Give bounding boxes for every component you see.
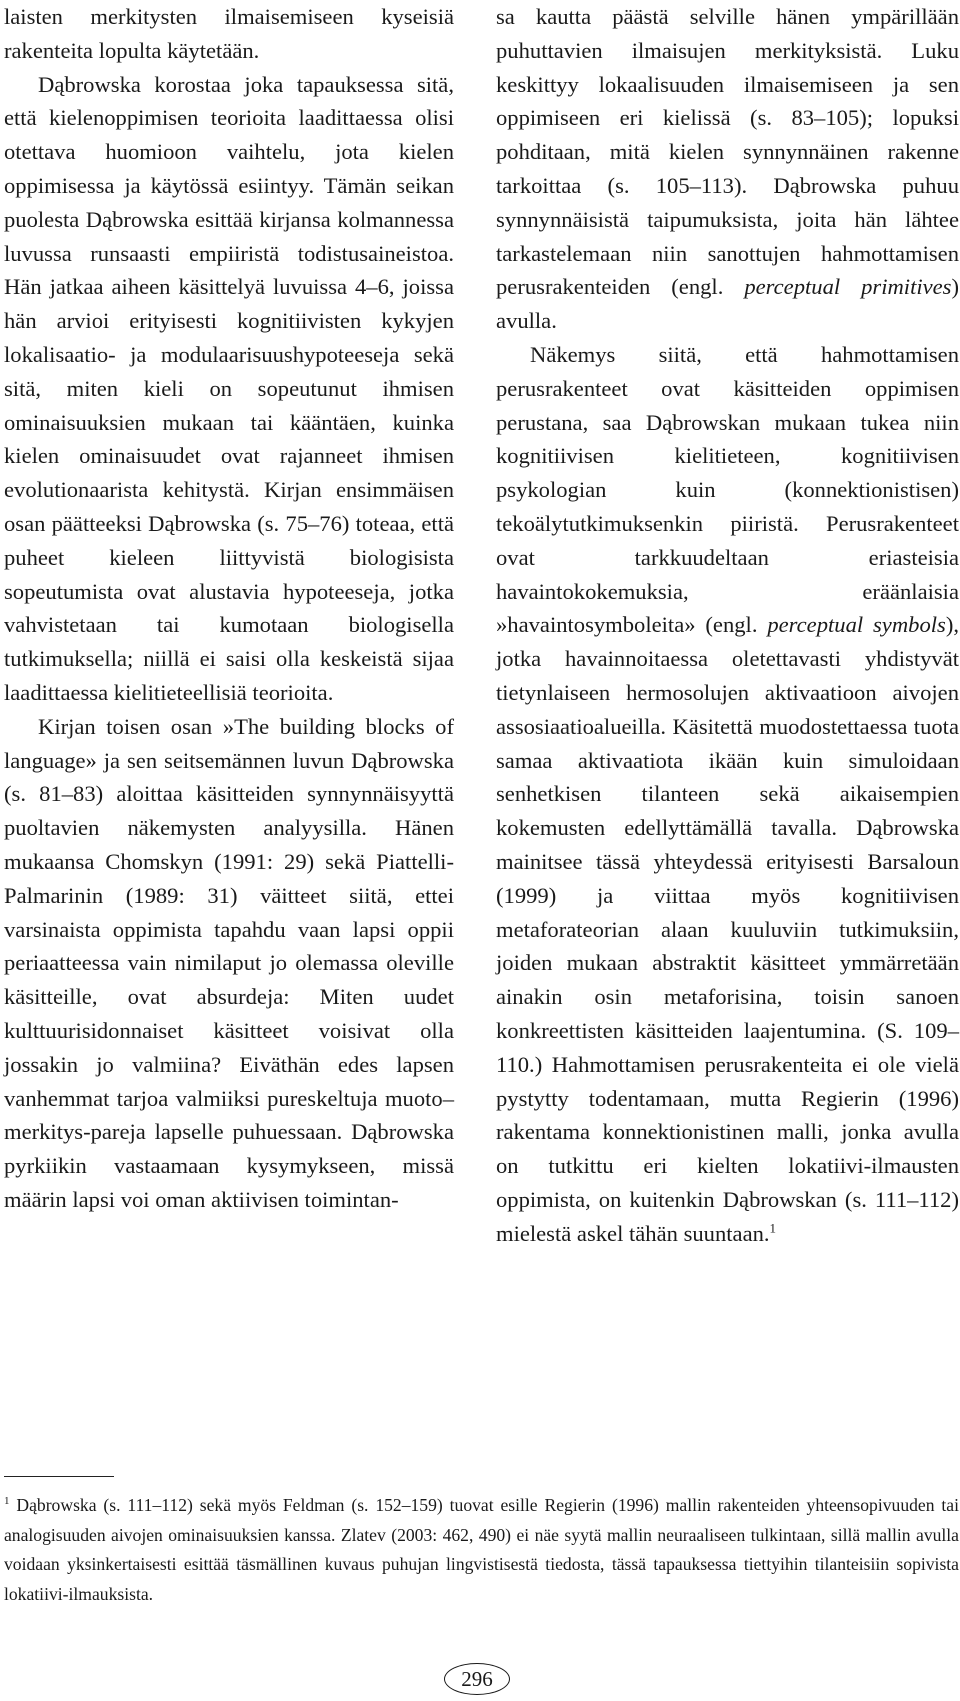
- right-paragraph-2: [496, 338, 959, 1251]
- right-paragraph-1: [496, 0, 959, 338]
- right-text-column: [496, 0, 959, 1250]
- left-text-column: [4, 0, 454, 1217]
- right-paragraph-2-end: ), jotka havainnoitaessa oletettavasti yhdistyvät tietynlaiseen hermosolujen aktivaatioon aivojen assosiaatioalueilla. Käsitettä muodostettaessa tuota samaa aktivaatiota ikään kuin simuloidaan senhetkisen tilanteen sekä aikaisempien kokemusten edellyttämällä tavalla. Dąbrowska mainitsee tässä yhteydessä erityisesti Barsaloun (1999) ja viittaa myös kognitiivisen metaforateorian alaan kuuluviin tutkimuksiin, joiden mukaan abstraktit käsitteet ymmärretään ainakin osin metaforisina, toisin sanoen konkreettisten käsitteiden laajentumina. (S. 109–110.) Hahmottamisen perusrakenteita ei ole vielä pystytty todentamaan, mutta Regierin (1996) rakentama konnektionistinen malli, jonka avulla on tutkittu eri kielten lokatiivi-ilmausten oppimista, on kuitenkin Dąbrowskan (s. 111–112) mielestä askel tähän suuntaan.: [496, 612, 959, 1246]
- page-number: 296: [444, 1663, 510, 1695]
- footnote-marker: 1: [4, 1495, 10, 1508]
- left-paragraph-1: laisten merkitysten ilmaisemiseen kyseisiä rakenteita lopulta käytetään.: [4, 4, 454, 63]
- left-paragraph-2: Dąbrowska korostaa joka tapauksessa sitä, että kielenoppimisen teorioita laadittaessa olisi otettava huomioon vaihtelu, jota kielen oppimisessa ja käytössä esiintyy. Tämän seikan puolesta Dąbrowska esittää kirjansa kolmannessa luvussa runsaasti empiiristä todistusaineistoa. Hän jatkaa aiheen käsittelyä luvuissa 4–6, joissa hän arvioi erityisesti kognitiivisten kykyjen lokalisaatio- ja modulaarisuushypoteeseja sekä sitä, miten kieli on sopeutunut ihmisen ominaisuuksien mukaan tai kääntäen, kuinka kielen ominaisuudet ovat rajanneet ihmisen evolutionaarista kehitystä. Kirjan ensimmäisen osan päätteeksi Dąbrowska (s. 75–76) toteaa, että puheet kieleen liittyvistä biologisista sopeutumista ovat alustavia hypoteeseja, jotka vahvistetaan tai kumotaan biologisella tutkimuksella; niillä ei saisi olla keskeistä sijaa laadittaessa kielitieteellisiä teorioita.: [4, 71, 454, 705]
- term-perceptual-primitives: perceptual primitives: [744, 274, 952, 300]
- footnote-separator: [4, 1476, 114, 1477]
- left-paragraph-3: Kirjan toisen osan »The building blocks of language» ja sen seitsemännen luvun Dąbrowska (s. 81–83) aloittaa käsitteiden synnynnäisyyttä puoltavien näkemysten analyysilla. Hänen mukaansa Chomskyn (1991: 29) sekä Piattelli-Palmarinin (1989: 31) väitteet siitä, ettei varsinaista oppimista tapahdu vaan lapsi oppii periaatteessa vain nimilaput jo olemassa oleville käsitteille, ovat absurdeja: Miten uudet kulttuurisidonnaiset käsitteet voisivat olla jossakin jo valmiina? Eiväthän edes lapsen vanhemmat tarjoa valmiiksi pureskeltuja muoto–merkitys-pareja lapselle puhuessaan. Dąbrowska pyrkiikin vastaamaan kysymykseen, missä määrin lapsi voi oman aktiivisen toimintan-: [4, 713, 454, 1212]
- right-paragraph-1-end: ) avulla.: [496, 274, 960, 334]
- footnote: [4, 1491, 959, 1609]
- term-perceptual-symbols: perceptual symbols: [767, 612, 946, 638]
- right-paragraph-2-text: Näkemys siitä, että hahmottamisen perusrakenteet ovat käsitteiden oppimisen perustana, saa Dąbrowskan mukaan tukea niin kognitiivisen kielitieteen, kognitiivisen psykologian kuin (konnektionistisen) tekoälytutkimuksenkin piiristä. Perusrakenteet ovat tarkkuudeltaan eriasteisia havaintokokemuksia, eräänlaisia »havaintosymboleita» (engl.: [496, 341, 959, 638]
- footnote-text: Dąbrowska (s. 111–112) sekä myös Feldman (s. 152–159) tuovat esille Regierin (1996) mallin rakenteiden yhteensopivuuden tai analogisuuden aivojen ominaisuuksien kanssa. Zlatev (2003: 462, 490) ei näe syytä mallin neuraaliseen tulkintaan, sillä mallin avulla voidaan yksinkertaisesti esittää täsmällinen kuvaus puhujan lingvistisestä tiedosta, tässä tapauksessa tiettyihin tilanteisiin sopivista lokatiivi-ilmauksista.: [4, 1495, 960, 1604]
- right-paragraph-1-text: sa kautta päästä selville hänen ympärillään puhuttavien ilmaisujen merkityksistä. Luku keskittyy lokaalisuuden ilmaisemiseen ja sen oppimiseen eri kielissä (s. 83–105); lopuksi pohditaan, mitä kielen synnynnäinen rakenne tarkoittaa (s. 105–113). Dąbrowska puhuu synnynnäisistä taipumuksista, joita hän lähtee tarkastelemaan niin sanottujen hahmottamisen perusrakenteiden (engl.: [496, 4, 959, 300]
- footnote-reference[interactable]: 1: [769, 1220, 777, 1236]
